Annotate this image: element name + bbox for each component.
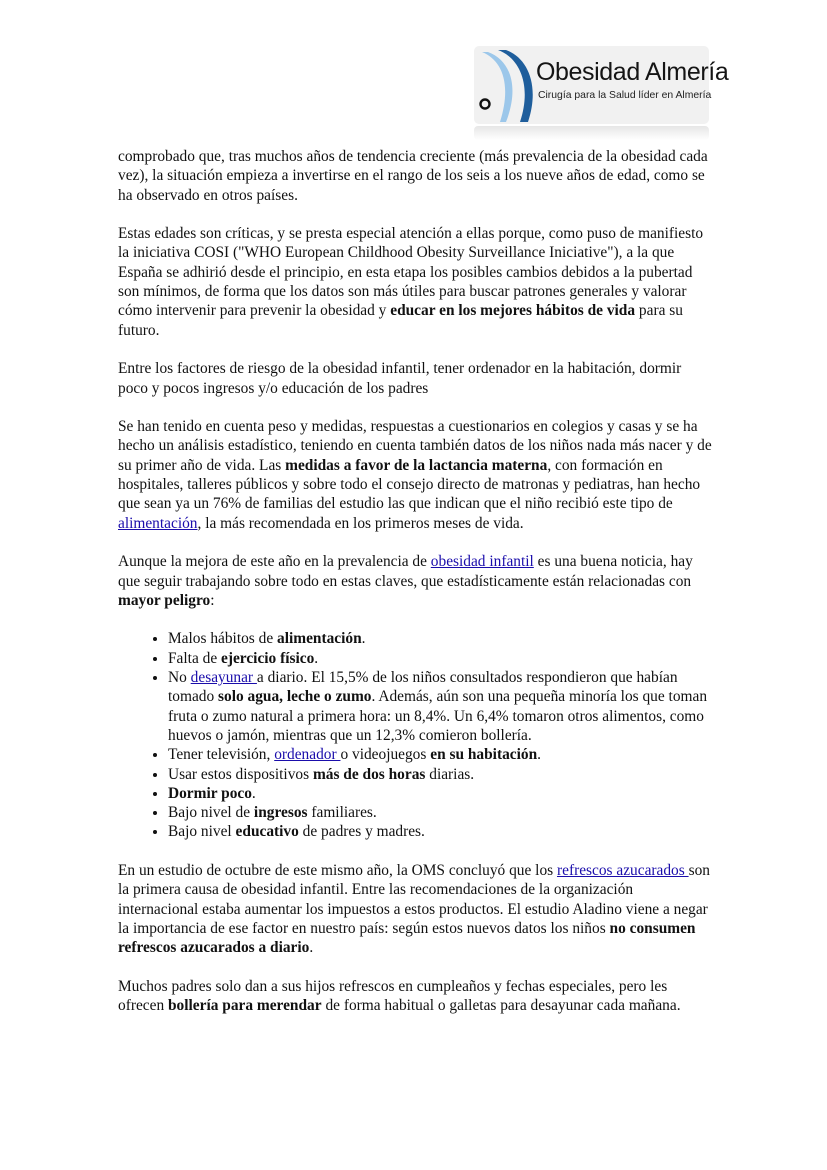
item-text: Malos hábitos de (168, 630, 278, 648)
list-item (168, 822, 712, 841)
article-body (118, 147, 712, 1035)
item-bold: ejercicio físico (221, 649, 315, 667)
paragraph-7 (118, 977, 712, 1016)
item-text: Bajo nivel (168, 823, 236, 841)
paragraph-6-text-2: son la primera causa de obesidad infantil. Entre las recomendaciones de la organización internacional estaba aumentar los impuestos a estos productos. El estudio Aladino viene a negar la importancia de ese factor en nuestro país: según estos nuevos datos los niños (118, 861, 710, 937)
item-end: diarias. (425, 765, 475, 783)
item-end: de padres y madres. (298, 823, 425, 841)
item-bold: Dormir poco (168, 784, 252, 802)
logo-name: Obesidad Almería (536, 58, 729, 86)
paragraph-7-text-1: Muchos padres solo dan a sus hijos refrescos en cumpleaños y fechas especiales, pero les ofrecen (118, 977, 668, 1015)
item-text-3: . Además, aún son una pequeña minoría los que toman fruta o zumo natural a primera hora: un 8,4%. Un 6,4% tomaron otros alimentos, como huevos o jamón, mientras que un 12,3% comieron bollería. (168, 688, 708, 744)
item-end: . (314, 649, 319, 667)
logo-swoosh-icon (476, 48, 540, 124)
paragraph-5-bold: mayor peligro (118, 591, 211, 609)
paragraph-6-text-3: . (309, 939, 314, 957)
paragraph-4-text-1: Se han tenido en cuenta peso y medidas, respuestas a cuestionarios en colegios y casas y se ha hecho un análisis estadístico, teniendo en cuenta también datos de los niños nada más nacer y de su primer año de vida. Las (118, 418, 712, 474)
paragraph-6-bold: no consumen refrescos azucarados a diario (118, 919, 696, 957)
item-text: No (168, 669, 191, 687)
link-ordenador[interactable]: ordenador (274, 746, 341, 764)
item-bold: educativo (235, 823, 299, 841)
paragraph-1: comprobado que, tras muchos años de tendencia creciente (más prevalencia de la obesidad cada vez), la situación empieza a invertirse en el rango de los seis a los nueve años de edad, como se ha observado en otros países. (118, 148, 708, 204)
item-end: . (537, 746, 542, 764)
link-alimentacion[interactable]: alimentación (118, 514, 198, 532)
paragraph-4-text-2: , con formación en hospitales, talleres públicos y sobre todo el consejo directo de matronas y pediatras, han hecho que sean ya un 76% de familias del estudio las que indican que el niño recibió este tipo de (118, 456, 701, 513)
paragraph-2-bold: educar en los mejores hábitos de vida (390, 302, 636, 320)
link-obesidad-infantil[interactable]: obesidad infantil (430, 553, 534, 571)
item-text-2: o videojuegos (340, 746, 431, 764)
list-item (168, 784, 712, 803)
paragraph-5-text-1: Aunque la mejora de este año en la prevalencia de (118, 553, 431, 571)
item-bold: ingresos (253, 804, 308, 822)
paragraph-7-text-2: de forma habitual o galletas para desayunar cada mañana. (321, 997, 681, 1015)
paragraph-5-text-3: : (210, 591, 215, 609)
item-text: Usar estos dispositivos (168, 765, 313, 783)
item-end: . (251, 784, 256, 802)
item-bold: alimentación (277, 630, 362, 648)
logo-tagline: Cirugía para la Salud líder en Almería (538, 90, 712, 101)
item-text-2: a diario. El 15,5% de los niños consultados respondieron que habían tomado (168, 669, 678, 706)
paragraph-7-bold: bollería para merendar (167, 997, 322, 1015)
list-item (168, 629, 712, 648)
logo-reflection (474, 126, 709, 140)
paragraph-4 (118, 417, 712, 533)
paragraph-3: Entre los factores de riesgo de la obesidad infantil, tener ordenador en la habitación, dormir poco y pocos ingresos y/o educación de los padres (118, 360, 682, 397)
paragraph-6-text-1: En un estudio de octubre de este mismo año, la OMS concluyó que los (118, 861, 557, 879)
paragraph-2-end: para su futuro. (118, 302, 683, 339)
paragraph-5 (118, 552, 712, 610)
item-end: familiares. (307, 804, 377, 822)
item-text: Tener televisión, (168, 746, 275, 764)
item-end: . (361, 630, 366, 648)
item-text: Bajo nivel de (168, 804, 254, 822)
item-bold: solo agua, leche o zumo (218, 688, 372, 706)
paragraph-5-text-2: es una buena noticia, hay que seguir trabajando sobre todo en estas claves, que estadísticamente están relacionadas con (118, 553, 693, 590)
list-item (168, 649, 712, 668)
risk-factors-list (118, 629, 712, 841)
list-item (168, 803, 712, 822)
paragraph-4-bold: medidas a favor de la lactancia materna (285, 456, 548, 474)
item-text: Falta de (168, 649, 221, 667)
paragraph-4-text-3: , la más recomendada en los primeros meses de vida. (197, 514, 524, 532)
item-bold: más de dos horas (312, 765, 426, 783)
paragraph-2 (118, 224, 712, 340)
link-refrescos-azucarados[interactable]: refrescos azucarados (556, 861, 689, 879)
paragraph-2-text: Estas edades son críticas, y se presta especial atención a ellas porque, como puso de manifiesto la iniciativa COSI ("WHO European Childhood Obesity Surveillance Iniciative"), a la que España se adhirió desde el principio, en esta etapa los posibles cambios debidos a la pubertad son mínimos, de forma que los datos son más útiles para buscar patrones generales y valorar cómo intervenir para prevenir la obesidad y (118, 225, 704, 320)
paragraph-6 (118, 861, 712, 957)
link-desayunar[interactable]: desayunar (190, 669, 257, 687)
item-bold: en su habitación (430, 746, 538, 764)
list-item (168, 668, 712, 745)
list-item (168, 745, 712, 764)
header-logo (474, 46, 729, 138)
list-item (168, 765, 712, 784)
